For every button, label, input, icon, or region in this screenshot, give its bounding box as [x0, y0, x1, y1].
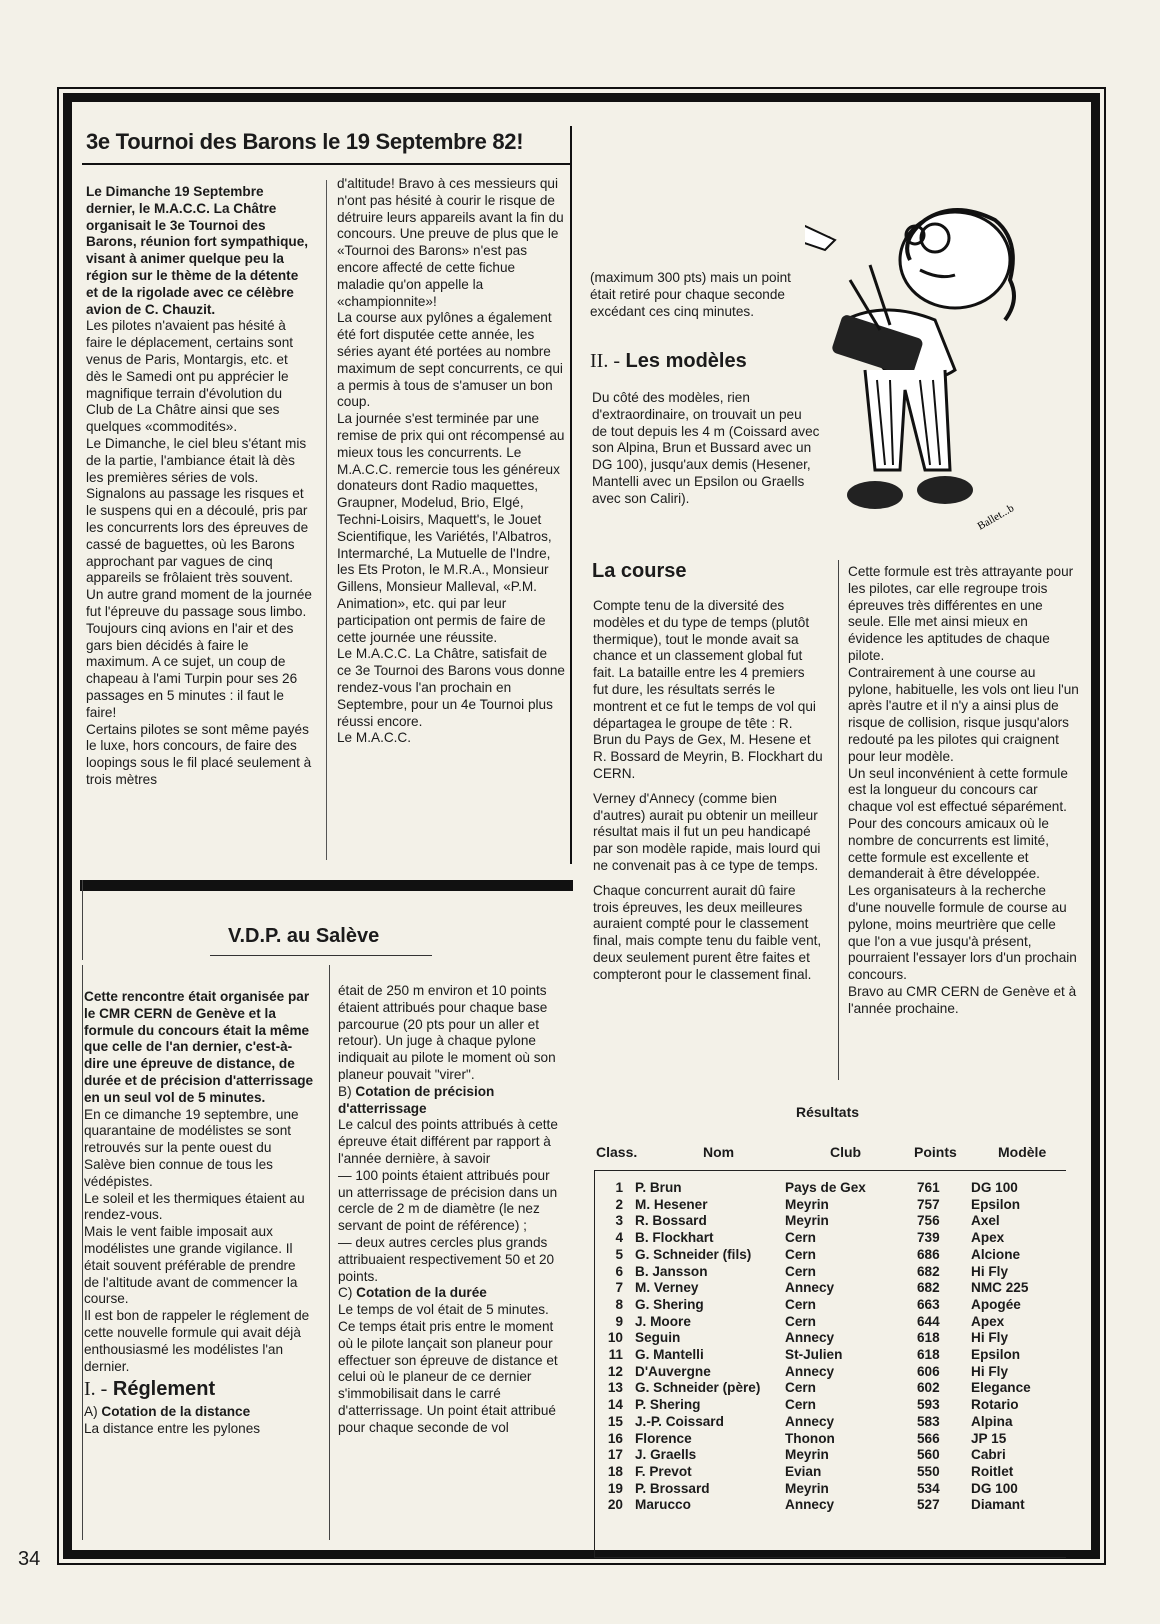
club-cell: Annecy — [785, 1363, 835, 1379]
name-cell: G. Mantelli — [635, 1347, 704, 1363]
column-divider — [570, 126, 572, 864]
rank-cell: 5 — [615, 1246, 623, 1262]
paragraph: Un seul inconvénient à cette formule est la longueur du concours car chaque vol est effectué séparément. — [848, 765, 1068, 815]
points-cell: 739 — [917, 1230, 940, 1246]
club-cell: Cern — [785, 1313, 816, 1329]
sub-a-title: Cotation de la distance — [101, 1404, 251, 1420]
club-cell: Thonon — [785, 1430, 835, 1446]
sub-c-title: Cotation de la durée — [356, 1285, 487, 1301]
points-cell: 602 — [917, 1380, 940, 1396]
name-cell: P. Brun — [635, 1180, 682, 1195]
article1-title: 3e Tournoi des Barons le 19 Septembre 82! — [86, 129, 524, 154]
points-cell: 644 — [917, 1313, 940, 1329]
table-row — [595, 1197, 1081, 1214]
rank-cell: 19 — [607, 1480, 623, 1496]
title-underline — [82, 163, 570, 165]
table-row — [595, 1247, 1081, 1264]
paragraph: Bravo au CMR CERN de Genève et à l'année prochaine. — [848, 983, 1077, 1016]
model-cell: Epsilon — [971, 1196, 1021, 1212]
rank-cell: 2 — [615, 1196, 623, 1212]
club-cell: Cern — [785, 1296, 816, 1312]
model-cell: Apex — [971, 1313, 1005, 1329]
table-row — [595, 1297, 1081, 1314]
name-cell: B. Jansson — [635, 1263, 708, 1279]
results-header-class: Class. — [596, 1144, 638, 1160]
column-divider — [82, 880, 83, 960]
article2-title: V.D.P. au Salève — [228, 925, 380, 947]
sub-a-label: A) — [84, 1404, 98, 1420]
rank-cell: 1 — [615, 1180, 623, 1195]
club-cell: Annecy — [785, 1497, 835, 1513]
points-cell: 606 — [917, 1363, 940, 1379]
rank-cell: 10 — [607, 1330, 623, 1346]
paragraph: — 100 points étaient attribués pour un atterrissage de précision dans un cercle de 2 m de diamètre (le nez servant de point de référence) ; — [338, 1167, 558, 1234]
points-cell: 682 — [917, 1280, 940, 1296]
table-row — [595, 1447, 1081, 1464]
column-divider — [329, 965, 330, 1540]
model-cell: Axel — [971, 1213, 1000, 1229]
paragraph: La course aux pylônes a également été fort disputée cette année, les séries ayant été portées au nombre maximum de sept concurrents, ce qui a permis à tous de s'amuser un bon coup. — [337, 310, 563, 410]
paragraph: était de 250 m environ et 10 points étaient attribués pour chaque base parcourue (20 pts pour un aller et retour). Un juge à chaque pylone indiquait au pilote le moment où son planeur pouvait "virer". — [338, 983, 556, 1082]
section-reglement-heading: I. - Réglement — [84, 1378, 216, 1401]
name-cell: D'Auvergne — [635, 1363, 711, 1379]
club-cell: Pays de Gex — [785, 1180, 866, 1195]
rank-cell: 11 — [608, 1347, 623, 1363]
table-row — [595, 1347, 1081, 1364]
results-header-points: Points — [914, 1144, 957, 1160]
model-cell: DG 100 — [971, 1180, 1018, 1195]
paragraph: Chaque concurrent aurait dû faire trois épreuves, les deux meilleures auraient compté pour le classement final, mais compte tenu du faible vent, deux seulement purent être faites et compteront pour le classement final. — [593, 882, 822, 982]
model-cell: Alpina — [971, 1413, 1013, 1429]
points-cell: 618 — [917, 1347, 940, 1363]
table-row — [595, 1414, 1081, 1431]
results-table — [595, 1180, 1081, 1514]
right-shoe — [917, 476, 973, 504]
paragraph: Cette formule est très attrayante pour les pilotes, car elle regroupe trois épreuves très différentes en une seule. Elle met ainsi mieux en évidence les aptitudes de chaque pilote. — [848, 564, 1074, 663]
article2-column-3-top — [590, 270, 820, 320]
model-cell: DG 100 — [971, 1480, 1018, 1496]
paragraph: Le Dimanche, le ciel bleu s'étant mis de la partie, l'ambiance était là dès les premières séries de vols. — [86, 435, 307, 485]
paragraph: Signalons au passage les risques et le suspens qui en a découlé, pris par les concurrents lors des épreuves de cassé de baguettes, où les Barons approchant par vagues de cinq appareils se frôlaient très souvent. Un autre grand moment de la journée fut l'épreuve du passage sous limbo. Toujours cinq avions en l'air et des gars bien décidés à faire le maximum. A ce sujet, un coup de chapeau à l'ami Turpin pour ses 26 passages en 5 minutes : il faut le faire! — [86, 486, 312, 720]
club-cell: Cern — [785, 1397, 816, 1413]
club-cell: Cern — [785, 1230, 816, 1246]
points-cell: 534 — [917, 1480, 940, 1496]
name-cell: Seguin — [635, 1330, 681, 1346]
article2-column-2 — [338, 983, 568, 1437]
name-cell: M. Verney — [635, 1280, 699, 1296]
column-divider — [838, 560, 839, 1080]
points-cell: 663 — [917, 1296, 940, 1312]
paragraph: Le temps de vol était de 5 minutes. Ce temps était pris entre le moment où le pilote lançait son planeur pour effectuer son épreuve de distance et celui où le planeur de ce dernier s'immobilisait dans le carré d'atterrissage. Un point était attribué pour chaque seconde de vol — [338, 1302, 558, 1435]
club-cell: Meyrin — [785, 1480, 829, 1496]
club-cell: Cern — [785, 1380, 816, 1396]
paragraph: Certains pilotes se sont même payés le luxe, hors concours, de faire des loopings sous le fil placé seulement à trois mètres — [86, 721, 312, 787]
article2-column-4 — [848, 564, 1080, 1018]
column-divider — [82, 965, 83, 1540]
article2-column-1 — [84, 989, 314, 1438]
article2-intro: Cette rencontre était organisée par le CMR CERN de Genève et la formule du concours était la même que celle de l'an dernier, c'est-à-dire une épreuve de distance, de durée et de précision d'atterrissage en un seul vol de 5 minutes. — [84, 989, 314, 1105]
cartoon-illustration — [805, 70, 1095, 540]
rank-cell: 18 — [607, 1463, 623, 1479]
club-cell: Cern — [785, 1246, 816, 1262]
model-cell: JP 15 — [971, 1430, 1007, 1446]
model-cell: Apex — [971, 1230, 1005, 1246]
sub-c-label: C) — [338, 1285, 353, 1301]
table-row — [595, 1380, 1081, 1397]
model-cell: Hi Fly — [971, 1330, 1009, 1346]
model-cell: Alcione — [971, 1246, 1021, 1262]
paragraph: — deux autres cercles plus grands attribuaient respectivement 50 et 20 points. — [338, 1234, 555, 1284]
table-row — [595, 1180, 1081, 1197]
name-cell: G. Schneider (père) — [635, 1380, 761, 1396]
model-cell: Cabri — [971, 1447, 1006, 1463]
rank-cell: 4 — [615, 1230, 623, 1246]
points-cell: 583 — [917, 1413, 940, 1429]
sub-b-label: B) — [338, 1083, 352, 1099]
name-cell: P. Shering — [635, 1397, 701, 1413]
table-row — [595, 1397, 1081, 1414]
table-row — [595, 1330, 1081, 1347]
rank-cell: 16 — [607, 1430, 623, 1446]
table-row — [595, 1431, 1081, 1448]
left-shoe — [847, 481, 903, 509]
name-cell: J.-P. Coissard — [635, 1413, 724, 1429]
points-cell: 756 — [917, 1213, 940, 1229]
club-cell: Cern — [785, 1263, 816, 1279]
rank-cell: 7 — [615, 1280, 623, 1296]
table-row — [595, 1314, 1081, 1331]
pen-stroke-line — [805, 78, 830, 238]
name-cell: G. Shering — [635, 1296, 704, 1312]
section-separator-bar — [80, 880, 573, 891]
paragraph: Il est bon de rappeler le réglement de cette nouvelle formule qui avait déjà enthousiasmé les modélistes l'an dernier. — [84, 1308, 310, 1374]
results-title: Résultats — [796, 1104, 860, 1120]
paragraph: Les organisateurs à la recherche d'une nouvelle formule de course au pylone, moins meurtrière que celle que l'on a vue jusqu'à présent, pourraient l'essayer lors d'un prochain concours. — [848, 883, 1077, 983]
paragraph: Compte tenu de la diversité des modèles et du type de temps (plutôt thermique), tout le monde avait sa chance et un classement global fut fait. La bataille entre les 4 premiers fut dure, les résultats serrés le montrent et ce fut le temps de vol qui départagea le groupe de tête : R. Brun du Pays de Gex, M. Hesene et R. Bossard de Meyrin, B. Flockhart du CERN. — [593, 598, 823, 781]
model-cell: Rotario — [971, 1397, 1019, 1413]
article1-signature: Le M.A.C.C. — [337, 730, 412, 746]
model-cell: NMC 225 — [971, 1280, 1029, 1296]
rank-cell: 20 — [607, 1497, 623, 1513]
paragraph: Pour des concours amicaux où le nombre de concurrents est limité, cette formule est excellente et demanderait à être développée. — [848, 815, 1049, 882]
model-cell: Roitlet — [971, 1463, 1014, 1479]
points-cell: 686 — [917, 1246, 940, 1262]
model-cell: Apogée — [971, 1296, 1021, 1312]
model-cell: Hi Fly — [971, 1363, 1009, 1379]
paragraph: Verney d'Annecy (comme bien d'autres) aurait pu obtenir un meilleur résultat mais il fut un peu handicapé par son modèle rapide, mais lourd qui ne convenait pas à ce type de temps. — [593, 790, 821, 873]
table-row — [595, 1213, 1081, 1230]
paragraph: (maximum 300 pts) mais un point était retiré pour chaque seconde excédant ces cinq minutes. — [590, 270, 791, 319]
club-cell: Annecy — [785, 1280, 835, 1296]
model-cell: Epsilon — [971, 1347, 1021, 1363]
page-number: 34 — [18, 1548, 41, 1570]
model-cell: Hi Fly — [971, 1263, 1009, 1279]
section-modeles-heading: II. - Les modèles — [590, 350, 747, 372]
section-course-heading: La course — [592, 560, 687, 582]
cartoon-signature: Ballet...b — [975, 502, 1017, 533]
rank-cell: 8 — [615, 1296, 623, 1312]
paragraph: La distance entre les pylones — [84, 1420, 261, 1436]
name-cell: J. Moore — [635, 1313, 691, 1329]
club-cell: Meyrin — [785, 1447, 829, 1463]
table-row — [595, 1497, 1081, 1514]
name-cell: J. Graells — [635, 1447, 697, 1463]
paragraph: Le calcul des points attribués à cette épreuve était différent par rapport à l'année dernière, à savoir — [338, 1117, 558, 1166]
article1-intro: Le Dimanche 19 Septembre dernier, le M.A.C.C. La Châtre organisait le 3e Tournoi des Barons, réunion fort sympathique, visant à animer quelque peu la région sur le thème de la détente et de la rigolade avec ce célèbre avion de C. Chauzit. — [86, 184, 309, 317]
name-cell: P. Brossard — [635, 1480, 710, 1496]
points-cell: 527 — [917, 1497, 940, 1513]
paragraph: Mais le vent faible imposait aux modélistes une grande vigilance. Il était souvent préférable de prendre de l'altitude avant de commencer la course. — [84, 1224, 298, 1307]
table-row — [595, 1264, 1081, 1281]
name-cell: F. Prevot — [635, 1463, 692, 1479]
article1-column-1 — [86, 184, 313, 789]
article2-course-text — [593, 598, 823, 984]
results-header-club: Club — [830, 1144, 862, 1160]
results-header-rule — [594, 1170, 1066, 1171]
club-cell: Annecy — [785, 1330, 835, 1346]
club-cell: Meyrin — [785, 1196, 829, 1212]
rank-cell: 12 — [607, 1363, 623, 1379]
name-cell: Marucco — [635, 1497, 691, 1513]
rank-cell: 6 — [615, 1263, 623, 1279]
title-underline — [210, 955, 432, 956]
model-cell: Diamant — [971, 1497, 1025, 1513]
points-cell: 757 — [917, 1196, 940, 1212]
rank-cell: 14 — [607, 1397, 623, 1413]
paragraph: La journée s'est terminée par une remise de prix qui ont récompensé au mieux tous les concurrents. Le M.A.C.C. remercie tous les généreux donateurs dont Radio maquettes, Graupner, Modelud, Brio, Elgé, Techni-Loisirs, Maquett's, le Jouet Scientifique, les Variétés, l'Albatros, Intermarché, La Mutuelle de l'Indre, les Ets Proton, le M.R.A., Monsieur Gillens, Monsieur Malleval, «P.M. Animation», etc. qui par leur participation ont permis de faire de cette journée une réussite. — [337, 411, 565, 645]
club-cell: Meyrin — [785, 1213, 829, 1229]
paragraph: Les pilotes n'avaient pas hésité à faire le déplacement, certains sont venus de Paris, Montargis, etc. et dès le Samedi ont pu apprécier le magnifique terrain d'évolution du Club de La Châtre ainsi que ses quelques «commodités». — [86, 318, 294, 435]
name-cell: R. Bossard — [635, 1213, 707, 1229]
results-header-nom: Nom — [703, 1144, 735, 1160]
article1-column-2 — [337, 176, 565, 747]
name-cell: B. Flockhart — [635, 1230, 714, 1246]
rank-cell: 15 — [607, 1413, 623, 1429]
paragraph: Contrairement à une course au pylone, habituelle, les vols ont lieu l'un après l'autre et il n'y a ainsi plus de risque de collision, risque jusqu'alors redouté pa les pilotes qui craignent pour leur modèle. — [848, 664, 1079, 764]
points-cell: 560 — [917, 1447, 940, 1463]
points-cell: 550 — [917, 1463, 940, 1479]
name-cell: G. Schneider (fils) — [635, 1246, 752, 1262]
club-cell: Evian — [785, 1463, 822, 1479]
table-row — [595, 1364, 1081, 1381]
paragraph: Le M.A.C.C. La Châtre, satisfait de ce 3e Tournoi des Barons vous donne rendez-vous l'an prochain en Septembre, pour un 4e Tournoi plus réussi encore. — [337, 646, 565, 729]
rank-cell: 17 — [607, 1447, 623, 1463]
club-cell: Annecy — [785, 1413, 835, 1429]
results-border — [594, 1557, 1066, 1558]
name-cell: Florence — [635, 1430, 692, 1446]
paragraph: Du côté des modèles, rien d'extraordinaire, on trouvait un peu de tout depuis les 4 m (Coissard avec son Alpina, Brun et Bussard avec un DG 100), jusqu'aux demis (Hesener, Mantelli avec un Epsilon ou Graells avec son Caliri). — [592, 390, 820, 506]
table-row — [595, 1230, 1081, 1247]
sub-b-title: Cotation de précision d'atterrissage — [338, 1083, 495, 1116]
paragraph: d'altitude! Bravo à ces messieurs qui n'ont pas hésité à courir le risque de détruire leurs appareils avant la fin du concours. Une preuve de plus que le «Tournoi des Barons» n'est pas encore affecté de cette fichue maladie qu'on appelle la «championnite»! — [337, 176, 564, 309]
rank-cell: 9 — [615, 1313, 623, 1329]
points-cell: 566 — [917, 1430, 940, 1446]
paragraph: Le soleil et les thermiques étaient au rendez-vous. — [84, 1190, 305, 1223]
table-row — [595, 1481, 1081, 1498]
table-row — [595, 1464, 1081, 1481]
points-cell: 618 — [917, 1330, 940, 1346]
rank-cell: 13 — [607, 1380, 623, 1396]
club-cell: St-Julien — [785, 1347, 843, 1363]
points-cell: 593 — [917, 1397, 940, 1413]
table-row — [595, 1280, 1081, 1297]
paragraph: En ce dimanche 19 septembre, une quarantaine de modélistes se sont retrouvés sur la pente ouest du Salève bien connue de tous les védépistes. — [84, 1106, 299, 1189]
model-cell: Elegance — [971, 1380, 1031, 1396]
column-divider — [326, 180, 327, 860]
article2-modeles-text — [592, 390, 820, 508]
points-cell: 761 — [917, 1180, 940, 1195]
points-cell: 682 — [917, 1263, 940, 1279]
rank-cell: 3 — [615, 1213, 623, 1229]
name-cell: M. Hesener — [635, 1196, 708, 1212]
results-header-modele: Modèle — [998, 1144, 1047, 1160]
